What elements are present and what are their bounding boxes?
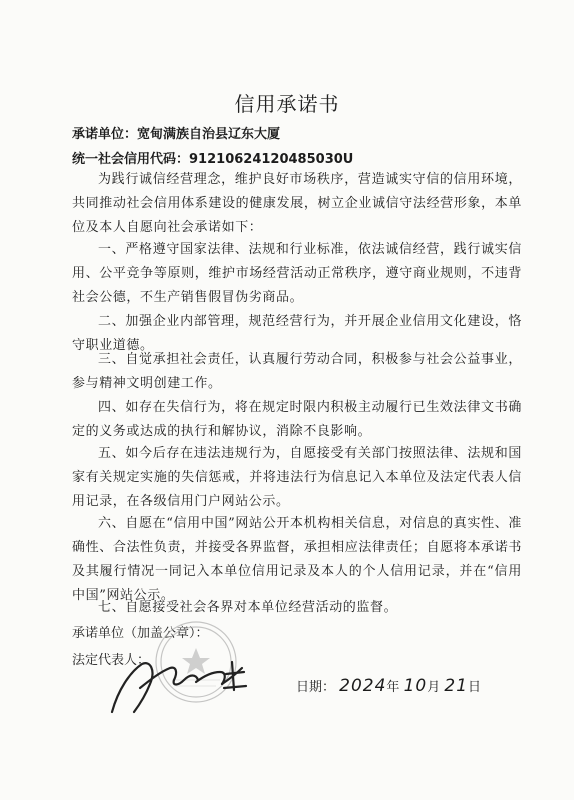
clause-5: 五、如今后存在违法违规行为，自愿接受有关部门按照法律、法规和国家有关规定实施的失信惩戒，并将违法行为信息记入本单位及法定代表人信用记录，在各级信用门户网站公示。 [72,446,522,509]
credit-code-label: 统一社会信用代码： [72,152,190,167]
seal-label: 承诺单位（加盖公章）： [72,626,209,641]
date-day-suffix: 日 [468,680,482,695]
date-label: 日期： [296,680,336,695]
clause-1: 一、严格遵守国家法律、法规和行业标准，依法诚信经营，践行诚实信用、公平竞争等原则，维护市场经营活动正常秩序，遵守商业规则，不违背社会公德，不生产销售假冒伪劣商品。 [72,242,522,305]
date-year: 2024 [339,676,387,696]
legal-representative-label: 法定代表人： [72,653,151,668]
credit-code-value: 91210624120485030U [189,152,354,167]
intro-paragraph: 为践行诚信经营理念，维护良好市场秩序，营造诚实守信的信用环境，共同推动社会信用体系建设的健康发展，树立企业诚信守法经营形象，本单位及本人自愿向社会承诺如下： [72,172,522,235]
clause-3: 三、自觉承担社会责任，认真履行劳动合同，积极参与社会公益事业，参与精神文明创建工作。 [72,352,522,391]
clause-4: 四、如存在失信行为，将在规定时限内积极主动履行已生效法律文书确定的义务或达成的执行和解协议，消除不良影响。 [72,400,522,439]
unit-name: 宽甸满族自治县辽东大厦 [137,127,281,142]
date-day: 21 [444,676,469,696]
clause-6: 六、自愿在“信用中国”网站公开本机构相关信息，对信息的真实性、准确性、合法性负责，并接受各界监督，承担相应法律责任；自愿将本承诺书及其履行情况一同记入本单位信用记录及本人的个人信用记录，并在“信用中国”网站公示。 [72,516,522,603]
unit-label: 承诺单位： [72,127,138,142]
clause-2: 二、加强企业内部管理，规范经营行为，并开展企业信用文化建设，恪守职业道德。 [72,314,522,353]
clause-7: 七、自愿接受社会各界对本单位经营活动的监督。 [98,600,398,615]
date-line [296,676,481,696]
document-title: 信用承诺书 [234,92,340,116]
date-month-suffix: 月 [427,680,441,695]
date-year-suffix: 年 [386,680,400,695]
date-month: 10 [403,676,428,696]
